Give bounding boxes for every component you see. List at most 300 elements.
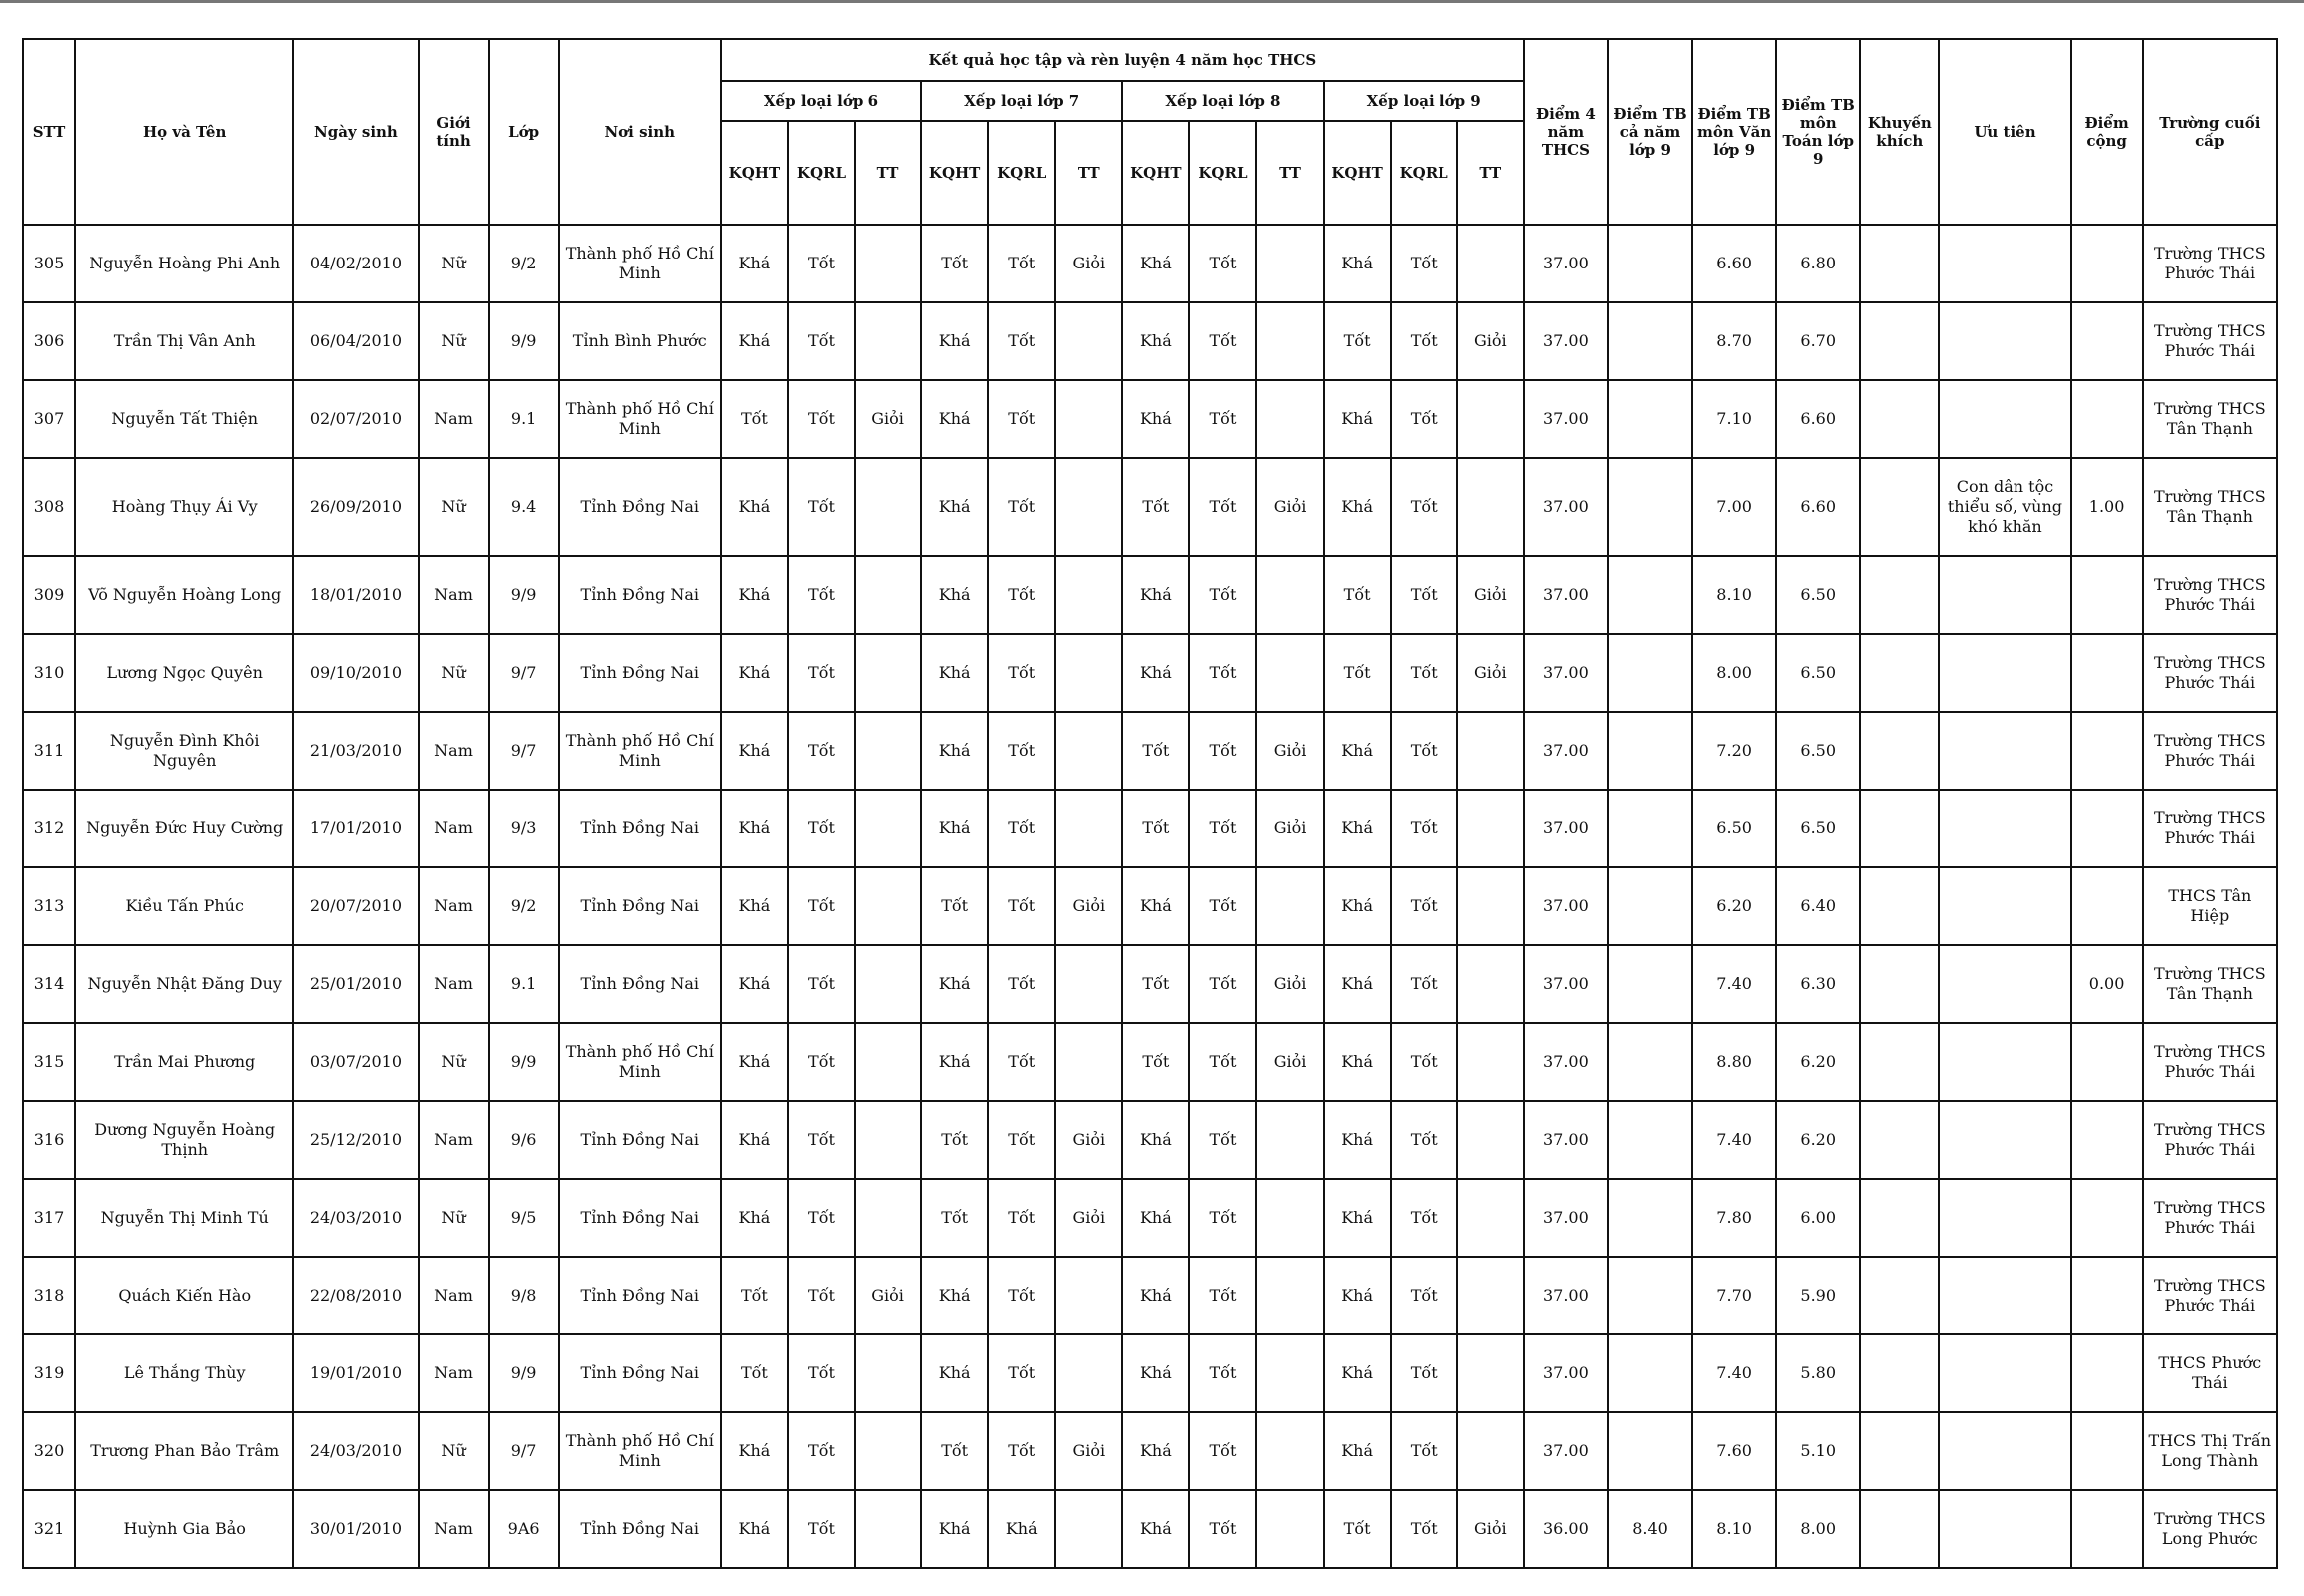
cell-priority: Con dân tộc thiểu số, vùng khó khăn bbox=[1939, 458, 2070, 556]
cell-encourage bbox=[1860, 1023, 1939, 1101]
cell-name: Kiều Tấn Phúc bbox=[75, 867, 293, 945]
cell-stt: 318 bbox=[23, 1257, 75, 1334]
cell-g7-kqht: Khá bbox=[921, 634, 988, 712]
cell-school: Trường THCS Phước Thái bbox=[2143, 302, 2277, 380]
cell-birthplace: Tỉnh Đồng Nai bbox=[559, 945, 721, 1023]
cell-lit9: 8.10 bbox=[1692, 1490, 1776, 1568]
cell-dob: 03/07/2010 bbox=[293, 1023, 418, 1101]
cell-g9-kqht: Tốt bbox=[1324, 634, 1391, 712]
cell-g6-kqrl: Tốt bbox=[788, 458, 855, 556]
cell-g7-tt: Giỏi bbox=[1055, 867, 1122, 945]
header-priority: Ưu tiên bbox=[1939, 39, 2070, 225]
cell-g8-kqrl: Tốt bbox=[1189, 1490, 1256, 1568]
header-g8-kqrl: KQRL bbox=[1189, 121, 1256, 225]
cell-g9-kqht: Tốt bbox=[1324, 302, 1391, 380]
header-grade-7: Xếp loại lớp 7 bbox=[921, 81, 1122, 121]
cell-avg9 bbox=[1608, 1412, 1692, 1490]
cell-avg9 bbox=[1608, 225, 1692, 302]
cell-school: Trường THCS Phước Thái bbox=[2143, 1101, 2277, 1179]
cell-g9-kqht: Khá bbox=[1324, 380, 1391, 458]
cell-encourage bbox=[1860, 790, 1939, 867]
cell-g8-tt bbox=[1256, 1412, 1323, 1490]
cell-g8-kqrl: Tốt bbox=[1189, 945, 1256, 1023]
cell-stt: 314 bbox=[23, 945, 75, 1023]
cell-birthplace: Tỉnh Đồng Nai bbox=[559, 458, 721, 556]
cell-avg9 bbox=[1608, 1101, 1692, 1179]
cell-g7-tt bbox=[1055, 556, 1122, 634]
cell-g8-kqht: Khá bbox=[1122, 634, 1189, 712]
cell-birthplace: Thành phố Hồ Chí Minh bbox=[559, 1023, 721, 1101]
cell-bonus: 0.00 bbox=[2071, 945, 2143, 1023]
cell-g9-tt bbox=[1457, 1101, 1524, 1179]
cell-g7-tt bbox=[1055, 1257, 1122, 1334]
header-g8-kqht: KQHT bbox=[1122, 121, 1189, 225]
cell-class: 9/7 bbox=[489, 712, 559, 790]
cell-g8-kqht: Khá bbox=[1122, 867, 1189, 945]
cell-score4: 37.00 bbox=[1524, 790, 1608, 867]
cell-class: 9/6 bbox=[489, 1101, 559, 1179]
table-row bbox=[23, 380, 2277, 458]
cell-encourage bbox=[1860, 556, 1939, 634]
cell-birthplace: Tỉnh Đồng Nai bbox=[559, 790, 721, 867]
cell-g8-kqrl: Tốt bbox=[1189, 790, 1256, 867]
cell-stt: 312 bbox=[23, 790, 75, 867]
cell-g6-tt bbox=[855, 1490, 921, 1568]
cell-g7-tt bbox=[1055, 458, 1122, 556]
cell-stt: 317 bbox=[23, 1179, 75, 1257]
cell-g8-kqht: Khá bbox=[1122, 1257, 1189, 1334]
cell-g8-tt: Giỏi bbox=[1256, 712, 1323, 790]
cell-g9-kqrl: Tốt bbox=[1391, 712, 1457, 790]
cell-school: Trường THCS Phước Thái bbox=[2143, 790, 2277, 867]
cell-dob: 25/12/2010 bbox=[293, 1101, 418, 1179]
header-gender: Giới tính bbox=[419, 39, 489, 225]
cell-g6-tt bbox=[855, 945, 921, 1023]
cell-dob: 09/10/2010 bbox=[293, 634, 418, 712]
cell-math9: 6.50 bbox=[1776, 712, 1860, 790]
cell-g9-kqrl: Tốt bbox=[1391, 1101, 1457, 1179]
cell-g7-kqht: Khá bbox=[921, 945, 988, 1023]
cell-g6-kqht: Tốt bbox=[721, 1257, 788, 1334]
cell-lit9: 7.40 bbox=[1692, 945, 1776, 1023]
cell-encourage bbox=[1860, 1334, 1939, 1412]
cell-school: Trường THCS Phước Thái bbox=[2143, 225, 2277, 302]
cell-g9-tt bbox=[1457, 867, 1524, 945]
cell-g9-tt bbox=[1457, 1023, 1524, 1101]
cell-name: Lương Ngọc Quyên bbox=[75, 634, 293, 712]
cell-avg9 bbox=[1608, 458, 1692, 556]
cell-gender: Nữ bbox=[419, 1179, 489, 1257]
cell-gender: Nữ bbox=[419, 302, 489, 380]
cell-school: Trường THCS Phước Thái bbox=[2143, 712, 2277, 790]
cell-score4: 37.00 bbox=[1524, 302, 1608, 380]
cell-g6-kqht: Khá bbox=[721, 867, 788, 945]
cell-school: THCS Thị Trấn Long Thành bbox=[2143, 1412, 2277, 1490]
cell-math9: 8.00 bbox=[1776, 1490, 1860, 1568]
cell-lit9: 8.80 bbox=[1692, 1023, 1776, 1101]
cell-bonus bbox=[2071, 1257, 2143, 1334]
cell-name: Nguyễn Nhật Đăng Duy bbox=[75, 945, 293, 1023]
cell-dob: 30/01/2010 bbox=[293, 1490, 418, 1568]
cell-g6-tt bbox=[855, 790, 921, 867]
cell-g9-kqrl: Tốt bbox=[1391, 867, 1457, 945]
cell-birthplace: Tỉnh Đồng Nai bbox=[559, 1334, 721, 1412]
results-table bbox=[22, 38, 2278, 1569]
cell-name: Võ Nguyễn Hoàng Long bbox=[75, 556, 293, 634]
cell-g9-tt: Giỏi bbox=[1457, 302, 1524, 380]
cell-priority bbox=[1939, 225, 2070, 302]
cell-bonus bbox=[2071, 712, 2143, 790]
cell-school: Trường THCS Phước Thái bbox=[2143, 1257, 2277, 1334]
cell-bonus bbox=[2071, 225, 2143, 302]
cell-lit9: 6.50 bbox=[1692, 790, 1776, 867]
cell-lit9: 8.70 bbox=[1692, 302, 1776, 380]
cell-stt: 309 bbox=[23, 556, 75, 634]
cell-priority bbox=[1939, 634, 2070, 712]
cell-priority bbox=[1939, 380, 2070, 458]
cell-g9-kqht: Khá bbox=[1324, 867, 1391, 945]
cell-class: 9/9 bbox=[489, 1023, 559, 1101]
cell-math9: 6.20 bbox=[1776, 1101, 1860, 1179]
cell-g9-tt bbox=[1457, 380, 1524, 458]
cell-priority bbox=[1939, 302, 2070, 380]
cell-school: Trường THCS Long Phước bbox=[2143, 1490, 2277, 1568]
cell-g9-tt bbox=[1457, 225, 1524, 302]
cell-gender: Nam bbox=[419, 945, 489, 1023]
cell-bonus bbox=[2071, 1101, 2143, 1179]
cell-dob: 06/04/2010 bbox=[293, 302, 418, 380]
cell-name: Lê Thắng Thùy bbox=[75, 1334, 293, 1412]
cell-g7-tt: Giỏi bbox=[1055, 1412, 1122, 1490]
cell-score4: 37.00 bbox=[1524, 1179, 1608, 1257]
cell-g7-kqht: Tốt bbox=[921, 225, 988, 302]
header-g6-kqht: KQHT bbox=[721, 121, 788, 225]
cell-g6-kqrl: Tốt bbox=[788, 225, 855, 302]
cell-birthplace: Thành phố Hồ Chí Minh bbox=[559, 380, 721, 458]
cell-encourage bbox=[1860, 1257, 1939, 1334]
cell-lit9: 7.10 bbox=[1692, 380, 1776, 458]
cell-bonus bbox=[2071, 1490, 2143, 1568]
cell-name: Nguyễn Hoàng Phi Anh bbox=[75, 225, 293, 302]
cell-math9: 6.70 bbox=[1776, 302, 1860, 380]
cell-g9-kqht: Khá bbox=[1324, 1334, 1391, 1412]
cell-priority bbox=[1939, 1179, 2070, 1257]
cell-g9-kqht: Khá bbox=[1324, 1179, 1391, 1257]
table-row bbox=[23, 302, 2277, 380]
cell-avg9 bbox=[1608, 790, 1692, 867]
cell-math9: 6.50 bbox=[1776, 790, 1860, 867]
cell-lit9: 7.70 bbox=[1692, 1257, 1776, 1334]
cell-avg9 bbox=[1608, 1023, 1692, 1101]
cell-g8-kqrl: Tốt bbox=[1189, 1101, 1256, 1179]
cell-dob: 21/03/2010 bbox=[293, 712, 418, 790]
cell-g9-kqrl: Tốt bbox=[1391, 556, 1457, 634]
cell-avg9 bbox=[1608, 556, 1692, 634]
cell-g8-tt: Giỏi bbox=[1256, 1023, 1323, 1101]
cell-bonus bbox=[2071, 1412, 2143, 1490]
cell-g7-tt bbox=[1055, 1490, 1122, 1568]
cell-g7-tt bbox=[1055, 1023, 1122, 1101]
cell-g6-kqrl: Tốt bbox=[788, 790, 855, 867]
cell-g7-kqrl: Tốt bbox=[988, 1334, 1055, 1412]
cell-dob: 19/01/2010 bbox=[293, 1334, 418, 1412]
table-row bbox=[23, 945, 2277, 1023]
cell-school: Trường THCS Phước Thái bbox=[2143, 634, 2277, 712]
header-math9: Điểm TB môn Toán lớp 9 bbox=[1776, 39, 1860, 225]
cell-g8-tt bbox=[1256, 1257, 1323, 1334]
cell-bonus bbox=[2071, 556, 2143, 634]
cell-math9: 6.00 bbox=[1776, 1179, 1860, 1257]
table-row bbox=[23, 1023, 2277, 1101]
cell-math9: 6.30 bbox=[1776, 945, 1860, 1023]
cell-g6-tt: Giỏi bbox=[855, 1257, 921, 1334]
cell-lit9: 7.00 bbox=[1692, 458, 1776, 556]
cell-g6-tt bbox=[855, 712, 921, 790]
cell-g8-tt bbox=[1256, 380, 1323, 458]
cell-g6-kqht: Khá bbox=[721, 634, 788, 712]
cell-g7-kqht: Khá bbox=[921, 1257, 988, 1334]
cell-g8-tt bbox=[1256, 634, 1323, 712]
cell-g9-kqrl: Tốt bbox=[1391, 1179, 1457, 1257]
cell-score4: 37.00 bbox=[1524, 1257, 1608, 1334]
cell-g7-kqht: Tốt bbox=[921, 1101, 988, 1179]
cell-g7-kqht: Khá bbox=[921, 1023, 988, 1101]
cell-g6-tt bbox=[855, 302, 921, 380]
cell-g6-kqrl: Tốt bbox=[788, 1023, 855, 1101]
cell-g7-tt bbox=[1055, 790, 1122, 867]
cell-g8-kqrl: Tốt bbox=[1189, 1412, 1256, 1490]
cell-stt: 319 bbox=[23, 1334, 75, 1412]
cell-g6-tt bbox=[855, 1179, 921, 1257]
cell-avg9 bbox=[1608, 302, 1692, 380]
cell-g7-kqht: Khá bbox=[921, 1334, 988, 1412]
cell-class: 9.1 bbox=[489, 380, 559, 458]
cell-g8-kqht: Khá bbox=[1122, 1490, 1189, 1568]
cell-score4: 37.00 bbox=[1524, 1334, 1608, 1412]
cell-g8-kqht: Khá bbox=[1122, 556, 1189, 634]
cell-gender: Nữ bbox=[419, 225, 489, 302]
cell-g8-kqrl: Tốt bbox=[1189, 1334, 1256, 1412]
cell-g8-kqht: Tốt bbox=[1122, 945, 1189, 1023]
cell-g7-kqht: Khá bbox=[921, 1490, 988, 1568]
cell-gender: Nam bbox=[419, 1257, 489, 1334]
cell-birthplace: Thành phố Hồ Chí Minh bbox=[559, 712, 721, 790]
cell-lit9: 7.40 bbox=[1692, 1101, 1776, 1179]
cell-name: Quách Kiến Hào bbox=[75, 1257, 293, 1334]
cell-name: Hoàng Thụy Ái Vy bbox=[75, 458, 293, 556]
cell-g9-kqht: Tốt bbox=[1324, 1490, 1391, 1568]
cell-g8-tt: Giỏi bbox=[1256, 458, 1323, 556]
cell-g9-kqrl: Tốt bbox=[1391, 380, 1457, 458]
cell-g8-tt: Giỏi bbox=[1256, 945, 1323, 1023]
cell-birthplace: Thành phố Hồ Chí Minh bbox=[559, 225, 721, 302]
cell-g7-kqrl: Tốt bbox=[988, 790, 1055, 867]
cell-bonus bbox=[2071, 1179, 2143, 1257]
cell-g6-tt bbox=[855, 634, 921, 712]
cell-g8-kqrl: Tốt bbox=[1189, 1179, 1256, 1257]
cell-score4: 37.00 bbox=[1524, 225, 1608, 302]
cell-gender: Nữ bbox=[419, 458, 489, 556]
cell-g8-kqht: Tốt bbox=[1122, 1023, 1189, 1101]
cell-encourage bbox=[1860, 458, 1939, 556]
cell-stt: 305 bbox=[23, 225, 75, 302]
cell-class: 9.4 bbox=[489, 458, 559, 556]
cell-gender: Nam bbox=[419, 867, 489, 945]
cell-g9-tt bbox=[1457, 790, 1524, 867]
table-row bbox=[23, 1179, 2277, 1257]
table-row bbox=[23, 458, 2277, 556]
header-g8-tt: TT bbox=[1256, 121, 1323, 225]
cell-g9-kqht: Khá bbox=[1324, 1101, 1391, 1179]
header-g9-kqrl: KQRL bbox=[1391, 121, 1457, 225]
cell-g6-kqrl: Tốt bbox=[788, 302, 855, 380]
cell-lit9: 7.20 bbox=[1692, 712, 1776, 790]
cell-stt: 306 bbox=[23, 302, 75, 380]
cell-math9: 5.90 bbox=[1776, 1257, 1860, 1334]
cell-g6-kqht: Khá bbox=[721, 458, 788, 556]
cell-priority bbox=[1939, 712, 2070, 790]
header-score4: Điểm 4 năm THCS bbox=[1524, 39, 1608, 225]
cell-class: 9A6 bbox=[489, 1490, 559, 1568]
cell-g7-tt bbox=[1055, 302, 1122, 380]
header-grade-6: Xếp loại lớp 6 bbox=[721, 81, 921, 121]
cell-encourage bbox=[1860, 1101, 1939, 1179]
cell-g7-kqrl: Khá bbox=[988, 1490, 1055, 1568]
cell-g8-tt bbox=[1256, 867, 1323, 945]
cell-g6-kqrl: Tốt bbox=[788, 634, 855, 712]
cell-birthplace: Tỉnh Đồng Nai bbox=[559, 1179, 721, 1257]
cell-class: 9/9 bbox=[489, 556, 559, 634]
cell-school: Trường THCS Tân Thạnh bbox=[2143, 945, 2277, 1023]
table-row bbox=[23, 1334, 2277, 1412]
table-row bbox=[23, 556, 2277, 634]
cell-g8-kqrl: Tốt bbox=[1189, 380, 1256, 458]
cell-g7-tt: Giỏi bbox=[1055, 1179, 1122, 1257]
cell-g6-tt bbox=[855, 1101, 921, 1179]
cell-g8-kqrl: Tốt bbox=[1189, 1257, 1256, 1334]
cell-school: Trường THCS Tân Thạnh bbox=[2143, 458, 2277, 556]
cell-g8-kqrl: Tốt bbox=[1189, 1023, 1256, 1101]
cell-priority bbox=[1939, 1334, 2070, 1412]
cell-g6-kqrl: Tốt bbox=[788, 1412, 855, 1490]
cell-g8-kqht: Khá bbox=[1122, 380, 1189, 458]
cell-encourage bbox=[1860, 1179, 1939, 1257]
cell-g9-kqrl: Tốt bbox=[1391, 790, 1457, 867]
cell-g9-kqrl: Tốt bbox=[1391, 1334, 1457, 1412]
cell-avg9 bbox=[1608, 634, 1692, 712]
cell-g6-tt bbox=[855, 1412, 921, 1490]
cell-g8-tt bbox=[1256, 556, 1323, 634]
cell-birthplace: Tỉnh Đồng Nai bbox=[559, 634, 721, 712]
cell-g7-kqrl: Tốt bbox=[988, 945, 1055, 1023]
cell-g9-kqrl: Tốt bbox=[1391, 634, 1457, 712]
header-bonus: Điểm cộng bbox=[2071, 39, 2143, 225]
cell-class: 9/7 bbox=[489, 1412, 559, 1490]
cell-g6-kqht: Tốt bbox=[721, 1334, 788, 1412]
cell-dob: 24/03/2010 bbox=[293, 1179, 418, 1257]
cell-encourage bbox=[1860, 945, 1939, 1023]
cell-g9-tt bbox=[1457, 1334, 1524, 1412]
table-row bbox=[23, 1101, 2277, 1179]
cell-g8-kqht: Khá bbox=[1122, 302, 1189, 380]
cell-g8-tt bbox=[1256, 1334, 1323, 1412]
table-row bbox=[23, 1257, 2277, 1334]
header-grade-8: Xếp loại lớp 8 bbox=[1122, 81, 1323, 121]
cell-name: Huỳnh Gia Bảo bbox=[75, 1490, 293, 1568]
cell-g9-kqrl: Tốt bbox=[1391, 225, 1457, 302]
header-g9-kqht: KQHT bbox=[1324, 121, 1391, 225]
cell-gender: Nữ bbox=[419, 1023, 489, 1101]
cell-g6-kqht: Khá bbox=[721, 712, 788, 790]
header-g7-kqrl: KQRL bbox=[988, 121, 1055, 225]
cell-lit9: 8.10 bbox=[1692, 556, 1776, 634]
cell-priority bbox=[1939, 1257, 2070, 1334]
cell-school: Trường THCS Tân Thạnh bbox=[2143, 380, 2277, 458]
cell-class: 9/5 bbox=[489, 1179, 559, 1257]
cell-g6-kqrl: Tốt bbox=[788, 1257, 855, 1334]
cell-birthplace: Tỉnh Đồng Nai bbox=[559, 1490, 721, 1568]
cell-g7-kqrl: Tốt bbox=[988, 302, 1055, 380]
cell-stt: 316 bbox=[23, 1101, 75, 1179]
cell-birthplace: Tỉnh Đồng Nai bbox=[559, 867, 721, 945]
cell-g8-kqrl: Tốt bbox=[1189, 634, 1256, 712]
cell-g7-kqht: Khá bbox=[921, 380, 988, 458]
header-g6-tt: TT bbox=[855, 121, 921, 225]
cell-bonus bbox=[2071, 380, 2143, 458]
cell-name: Nguyễn Đình Khôi Nguyên bbox=[75, 712, 293, 790]
cell-lit9: 6.20 bbox=[1692, 867, 1776, 945]
cell-g6-tt bbox=[855, 225, 921, 302]
cell-bonus bbox=[2071, 1334, 2143, 1412]
cell-math9: 6.60 bbox=[1776, 458, 1860, 556]
cell-g7-tt: Giỏi bbox=[1055, 1101, 1122, 1179]
cell-dob: 20/07/2010 bbox=[293, 867, 418, 945]
cell-score4: 36.00 bbox=[1524, 1490, 1608, 1568]
cell-school: Trường THCS Phước Thái bbox=[2143, 1179, 2277, 1257]
cell-dob: 25/01/2010 bbox=[293, 945, 418, 1023]
cell-school: Trường THCS Phước Thái bbox=[2143, 1023, 2277, 1101]
cell-g8-kqht: Khá bbox=[1122, 1334, 1189, 1412]
table-row bbox=[23, 867, 2277, 945]
cell-encourage bbox=[1860, 380, 1939, 458]
cell-g9-kqrl: Tốt bbox=[1391, 945, 1457, 1023]
cell-stt: 315 bbox=[23, 1023, 75, 1101]
table-row bbox=[23, 1490, 2277, 1568]
table-row bbox=[23, 1412, 2277, 1490]
cell-dob: 26/09/2010 bbox=[293, 458, 418, 556]
cell-g9-kqrl: Tốt bbox=[1391, 458, 1457, 556]
cell-g6-tt bbox=[855, 1334, 921, 1412]
cell-bonus bbox=[2071, 634, 2143, 712]
cell-g6-tt bbox=[855, 458, 921, 556]
cell-stt: 320 bbox=[23, 1412, 75, 1490]
cell-dob: 04/02/2010 bbox=[293, 225, 418, 302]
cell-g9-tt bbox=[1457, 458, 1524, 556]
cell-g6-tt bbox=[855, 867, 921, 945]
cell-g9-kqht: Khá bbox=[1324, 790, 1391, 867]
cell-g9-tt bbox=[1457, 1257, 1524, 1334]
cell-g9-kqrl: Tốt bbox=[1391, 302, 1457, 380]
cell-stt: 310 bbox=[23, 634, 75, 712]
cell-class: 9/9 bbox=[489, 302, 559, 380]
cell-g9-kqrl: Tốt bbox=[1391, 1490, 1457, 1568]
cell-g6-kqht: Khá bbox=[721, 1023, 788, 1101]
cell-g8-tt bbox=[1256, 1490, 1323, 1568]
cell-name: Trần Mai Phương bbox=[75, 1023, 293, 1101]
cell-g7-kqrl: Tốt bbox=[988, 634, 1055, 712]
cell-stt: 311 bbox=[23, 712, 75, 790]
cell-dob: 18/01/2010 bbox=[293, 556, 418, 634]
